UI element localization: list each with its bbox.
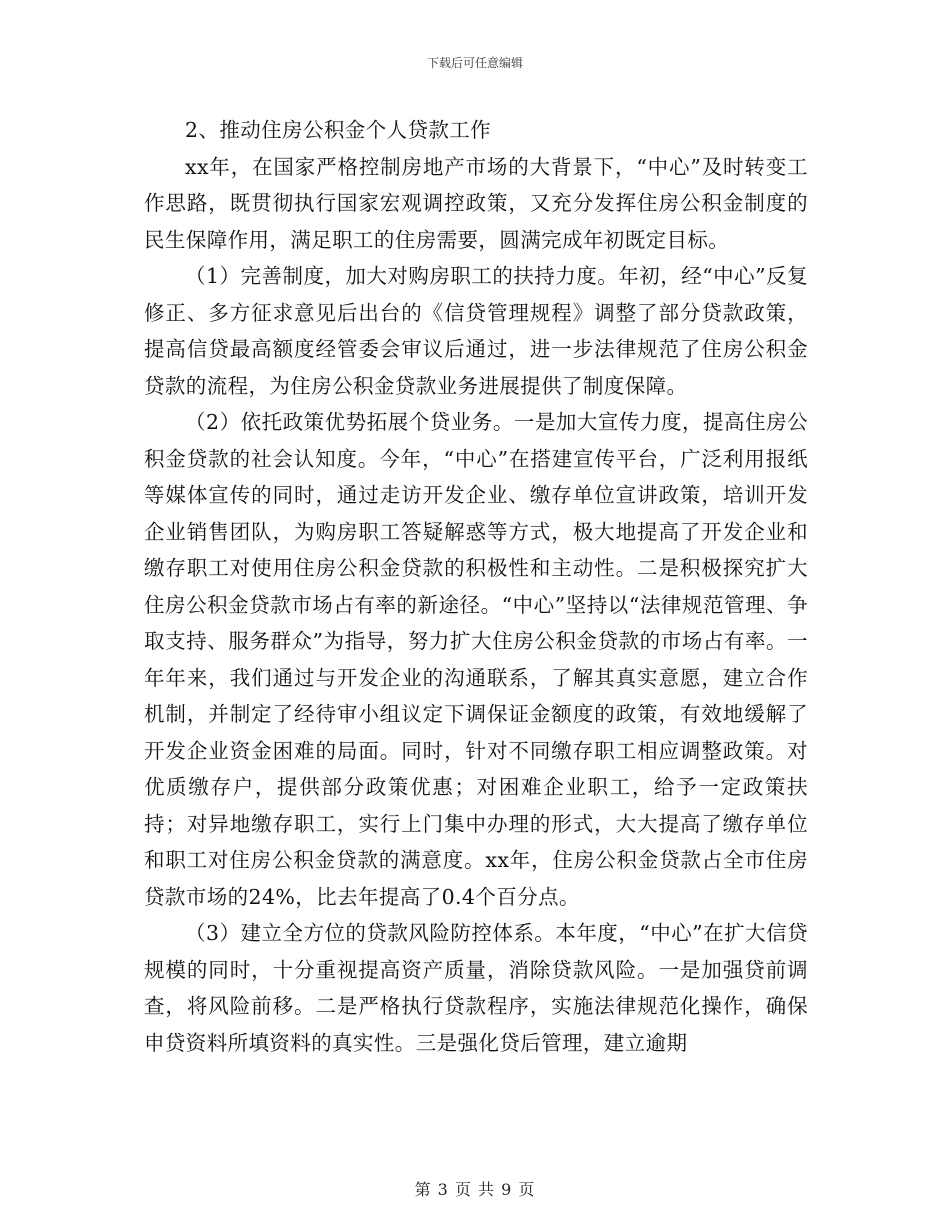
section-heading: 2、推动住房公积金个人贷款工作 — [185, 118, 492, 142]
paragraph-item-3: （3）建立全方位的贷款风险防控体系。本年度，“中心”在扩大信贷规模的同时，十分重视提高资产质量，消除贷款风险。一是加强贷前调查，将风险前移。二是严格执行贷款程序，实施法律规范化操作，确保申贷资料所填资料的真实性。三是强化贷后管理，建立逾期 — [144, 921, 808, 1055]
document-body — [144, 112, 808, 1061]
page-number-footer: 第 3 页 共 9 页 — [414, 1180, 536, 1199]
header-note: 下载后可任意编辑 — [426, 56, 523, 70]
paragraph-item-2: （2）依托政策优势拓展个贷业务。一是加大宣传力度，提高住房公积金贷款的社会认知度。今年，“中心”在搭建宣传平台，广泛利用报纸等媒体宣传的同时，通过走访开发企业、缴存单位宣讲政策，培训开发企业销售团队，为购房职工答疑解惑等方式，极大地提高了开发企业和缴存职工对使用住房公积金贷款的积极性和主动性。二是积极探究扩大住房公积金贷款市场占有率的新途径。“中心”坚持以“法律规范管理、争取支持、服务群众”为指导，努力扩大住房公积金贷款的市场占有率。一年年来，我们通过与开发企业的沟通联系，了解其真实意愿，建立合作机制，并制定了经待审小组议定下调保证金额度的政策，有效地缓解了开发企业资金困难的局面。同时，针对不同缴存职工相应调整政策。对优质缴存户，提供部分政策优惠；对困难企业职工，给予一定政策扶持；对异地缴存职工，实行上门集中办理的形式，大大提高了缴存单位和职工对住房公积金贷款的满意度。xx年，住房公积金贷款占全市住房贷款市场的24%，比去年提高了0.4个百分点。 — [144, 410, 808, 909]
paragraph-item-1: （1）完善制度，加大对购房职工的扶持力度。年初，经“中心”反复修正、多方征求意见后出台的《信贷管理规程》调整了部分贷款政策，提高信贷最高额度经管委会审议后通过，进一步法律规范了住房公积金贷款的流程，为住房公积金贷款业务进展提供了制度保障。 — [144, 264, 808, 398]
paragraph-intro: xx年，在国家严格控制房地产市场的大背景下，“中心”及时转变工作思路，既贯彻执行国家宏观调控政策，又充分发挥住房公积金制度的民生保障作用，满足职工的住房需要，圆满完成年初既定目标。 — [144, 154, 808, 252]
